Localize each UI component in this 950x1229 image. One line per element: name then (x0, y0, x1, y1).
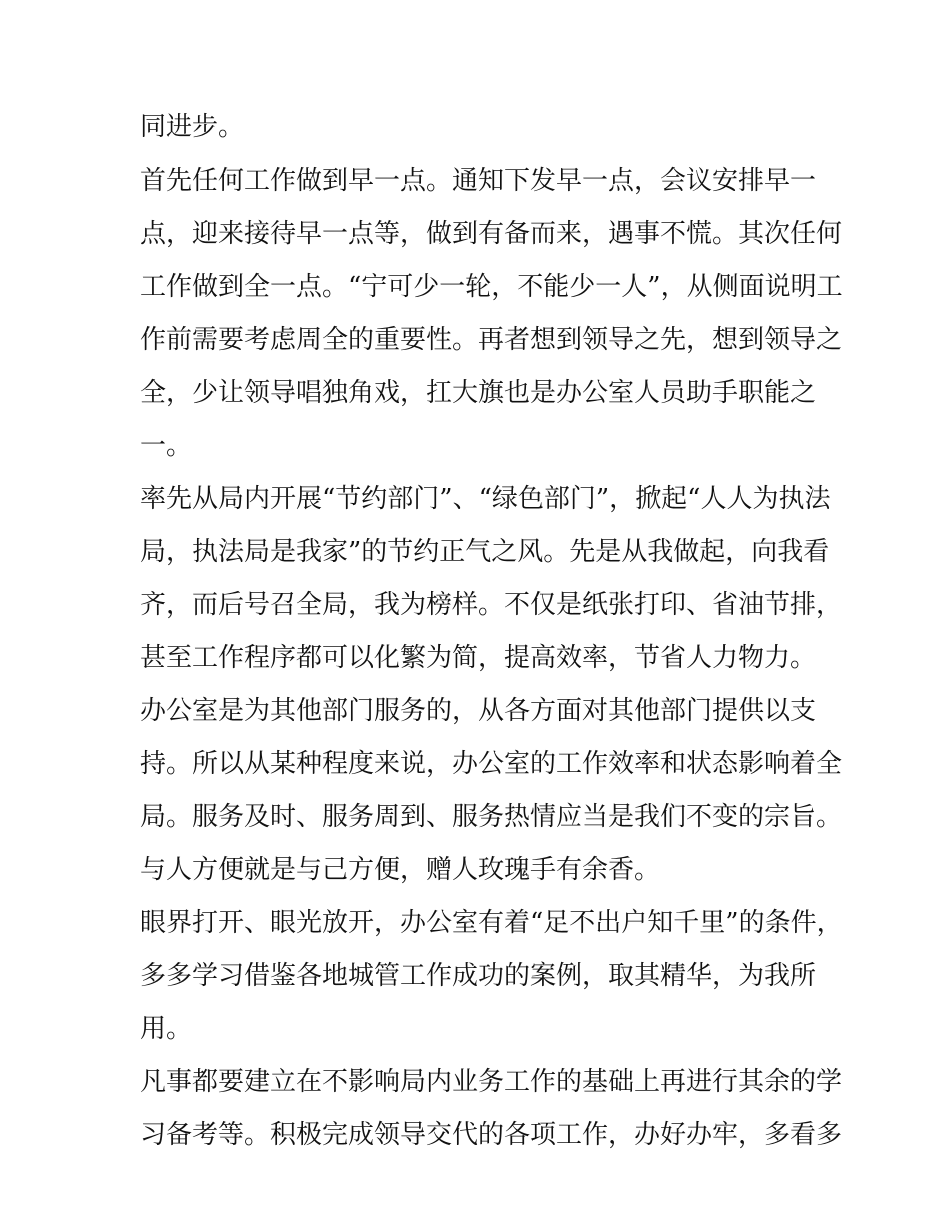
text-line: 点，迎来接待早一点等，做到有备而来，遇事不慌。其次任何 (140, 219, 843, 249)
text-line: 持。所以从某种程度来说，办公室的工作效率和状态影响着全 (140, 749, 843, 779)
text-line: 多多学习借鉴各地城管工作成功的案例，取其精华，为我所 (140, 961, 817, 991)
text-line: 作前需要考虑周全的重要性。再者想到领导之先，想到领导之 (140, 325, 843, 355)
text-line: 同进步。 (140, 112, 245, 142)
text-line: 一。 (140, 431, 193, 461)
text-line: 眼界打开、眼光放开，办公室有着“足不出户知千里”的条件， (140, 908, 843, 938)
text-line: 齐，而后号召全局，我为榜样。不仅是纸张打印、省油节排， (140, 590, 843, 620)
text-line: 工作做到全一点。“宁可少一轮，不能少一人”，从侧面说明工 (140, 272, 843, 302)
text-line: 用。 (140, 1014, 193, 1044)
text-line: 全，少让领导唱独角戏，扛大旗也是办公室人员助手职能之 (140, 378, 817, 408)
text-line: 与人方便就是与己方便，赠人玫瑰手有余香。 (140, 855, 661, 885)
text-line: 率先从局内开展“节约部门”、“绿色部门”，掀起“人人为执法 (140, 484, 831, 514)
text-line: 局。服务及时、服务周到、服务热情应当是我们不变的宗旨。 (140, 802, 843, 832)
text-line: 局，执法局是我家”的节约正气之风。先是从我做起，向我看 (140, 537, 830, 567)
text-line: 甚至工作程序都可以化繁为简，提高效率，节省人力物力。 (140, 643, 817, 673)
text-line: 凡事都要建立在不影响局内业务工作的基础上再进行其余的学 (140, 1067, 843, 1097)
text-line: 办公室是为其他部门服务的，从各方面对其他部门提供以支 (140, 696, 817, 726)
text-line: 习备考等。积极完成领导交代的各项工作，办好办牢，多看多 (140, 1120, 843, 1150)
text-line: 首先任何工作做到早一点。通知下发早一点，会议安排早一 (140, 166, 817, 196)
